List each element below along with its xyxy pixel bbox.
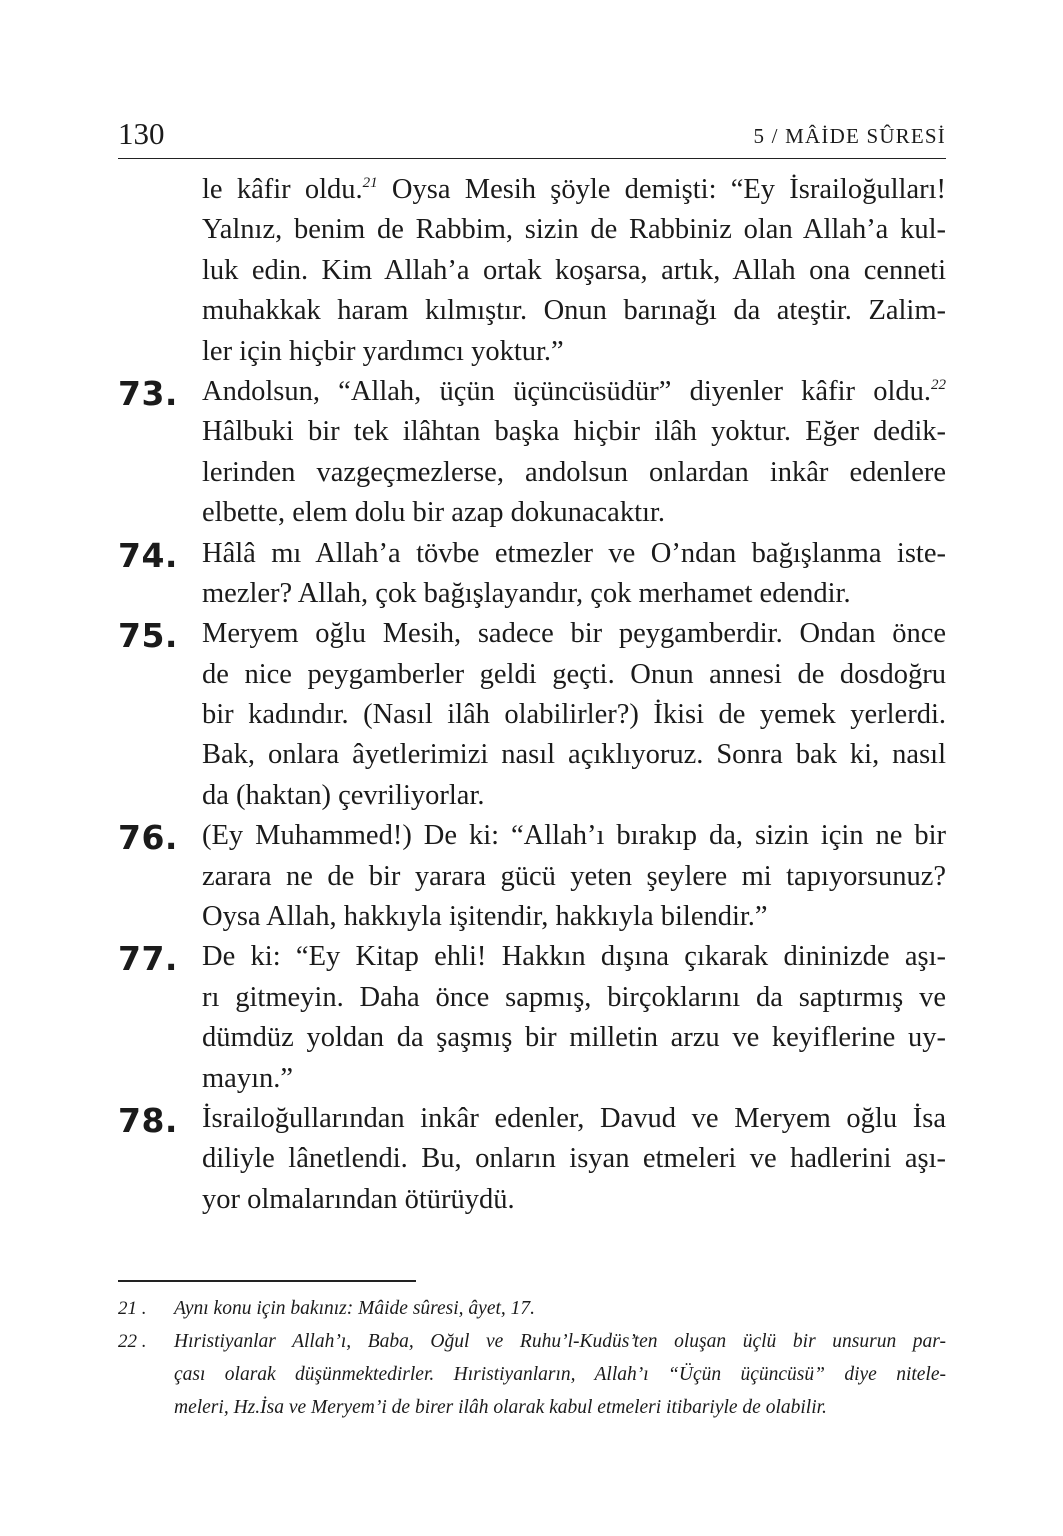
text-line: diliyle lânetlendi. Bu, onların isyan etmeleri ve hadlerini aşı- (202, 1143, 946, 1175)
verse-74 (118, 534, 946, 615)
footnote-21 (118, 1292, 946, 1325)
text-line: Yalnız, benim de Rabbim, sizin de Rabbiniz olan Allah’a kul- (202, 214, 946, 246)
verse-number: 74. (118, 535, 178, 575)
verse-number: 77. (118, 939, 178, 979)
page-header (118, 112, 946, 159)
text-line: Hâlbuki bir tek ilâhtan başka hiçbir ilâh yoktur. Eğer dedik- (202, 416, 946, 448)
main-text (118, 170, 946, 1220)
text-line: luk edin. Kim Allah’a ortak koşarsa, artık, Allah ona cenneti (202, 254, 946, 286)
text-line: le kâfir oldu.$^{21}$ Oysa Mesih şöyle demişti: “Ey İsrailoğulları! (202, 174, 946, 205)
footnote-ref-22: 22 (931, 376, 946, 393)
text-line: Andolsun, “Allah, üçün üçüncüsüdür” diyenler kâfir oldu.$^{22}$ (202, 375, 946, 407)
text-line: ler için hiçbir yardımcı yoktur.” (202, 335, 564, 367)
verse-75 (118, 614, 946, 816)
text-line: yor olmalarından ötürüydü. (202, 1183, 515, 1215)
footnote-line: Aynı konu için bakınız: Mâide sûresi, âyet, 17. (174, 1298, 536, 1319)
verse-78 (118, 1099, 946, 1220)
page-number: 130 (118, 116, 165, 151)
text-line: Meryem oğlu Mesih, sadece bir peygamberdir. Ondan önce (202, 618, 946, 650)
verse-76 (118, 816, 946, 937)
text-line: dümdüz yoldan da şaşmış bir milletin arzu ve keyiflerine uy- (202, 1022, 946, 1054)
footnote-ref-21: 21 (362, 175, 378, 191)
text-line: mezler? Allah, çok bağışlayandır, çok merhamet edendir. (202, 577, 851, 609)
text-line: de nice peygamberler geldi geçti. Onun annesi de dosdoğru (202, 658, 946, 690)
verse-number: 75. (118, 616, 178, 656)
footnote-divider (118, 1280, 416, 1282)
footnote-line: çası olarak düşünmektedirler. Hıristiyanların, Allah’ı “Üçün üçüncüsü” diye nitele- (174, 1364, 946, 1385)
footnote-number: 21 . (118, 1298, 147, 1319)
text-line: (Ey Muhammed!) De ki: “Allah’ı bırakıp da, sizin için ne bir (202, 820, 946, 852)
footnote-line: meleri, Hz.İsa ve Meryem’i de birer ilâh olarak kabul etmeleri itibariyle de olabilir. (174, 1397, 827, 1418)
footnote-22 (118, 1325, 946, 1424)
footnote-line: Hıristiyanlar Allah’ı, Baba, Oğul ve Ruhu’l-Kudüs’ten oluşan üçlü bir unsurun par- (174, 1331, 946, 1352)
text-line: bir kadındır. (Nasıl ilâh olabilirler?) İkisi de yemek yerlerdi. (202, 699, 946, 731)
running-head: 5 / MÂİDE SÛRESİ (753, 124, 946, 148)
verse-continuation (118, 170, 946, 372)
text-line: mayın.” (202, 1062, 294, 1094)
text-line: rı gitmeyin. Daha önce sapmış, birçoklarını da saptırmış ve (202, 981, 946, 1013)
text-line: muhakkak haram kılmıştır. Onun barınağı da ateştir. Zalim- (202, 295, 946, 327)
footnote-number: 22 . (118, 1331, 147, 1352)
text-line: Bak, onlara âyetlerimizi nasıl açıklıyoruz. Sonra bak ki, nasıl (202, 739, 946, 771)
text-line: elbette, elem dolu bir azap dokunacaktır. (202, 497, 665, 529)
text-line: Hâlâ mı Allah’a tövbe etmezler ve O’ndan bağışlanma iste- (202, 537, 946, 569)
text-line: İsrailoğullarından inkâr edenler, Davud ve Meryem oğlu İsa (202, 1102, 946, 1134)
text-line: zarara ne de bir yarara gücü yeten şeylere mi tapıyorsunuz? (202, 860, 946, 892)
text-line: lerinden vazgeçmezlerse, andolsun onlardan inkâr edenlere (202, 456, 946, 488)
verse-number: 78. (118, 1100, 178, 1140)
verse-73 (118, 372, 946, 534)
text-line: Oysa Allah, hakkıyla işitendir, hakkıyla bilendir.” (202, 901, 768, 933)
text-line: De ki: “Ey Kitap ehli! Hakkın dışına çıkarak dininizde aşı- (202, 941, 946, 973)
footnotes (118, 1292, 946, 1424)
text-line: da (haktan) çevriliyorlar. (202, 779, 485, 811)
verse-number: 76. (118, 818, 178, 858)
verse-number: 73. (118, 373, 178, 413)
verse-77 (118, 937, 946, 1099)
